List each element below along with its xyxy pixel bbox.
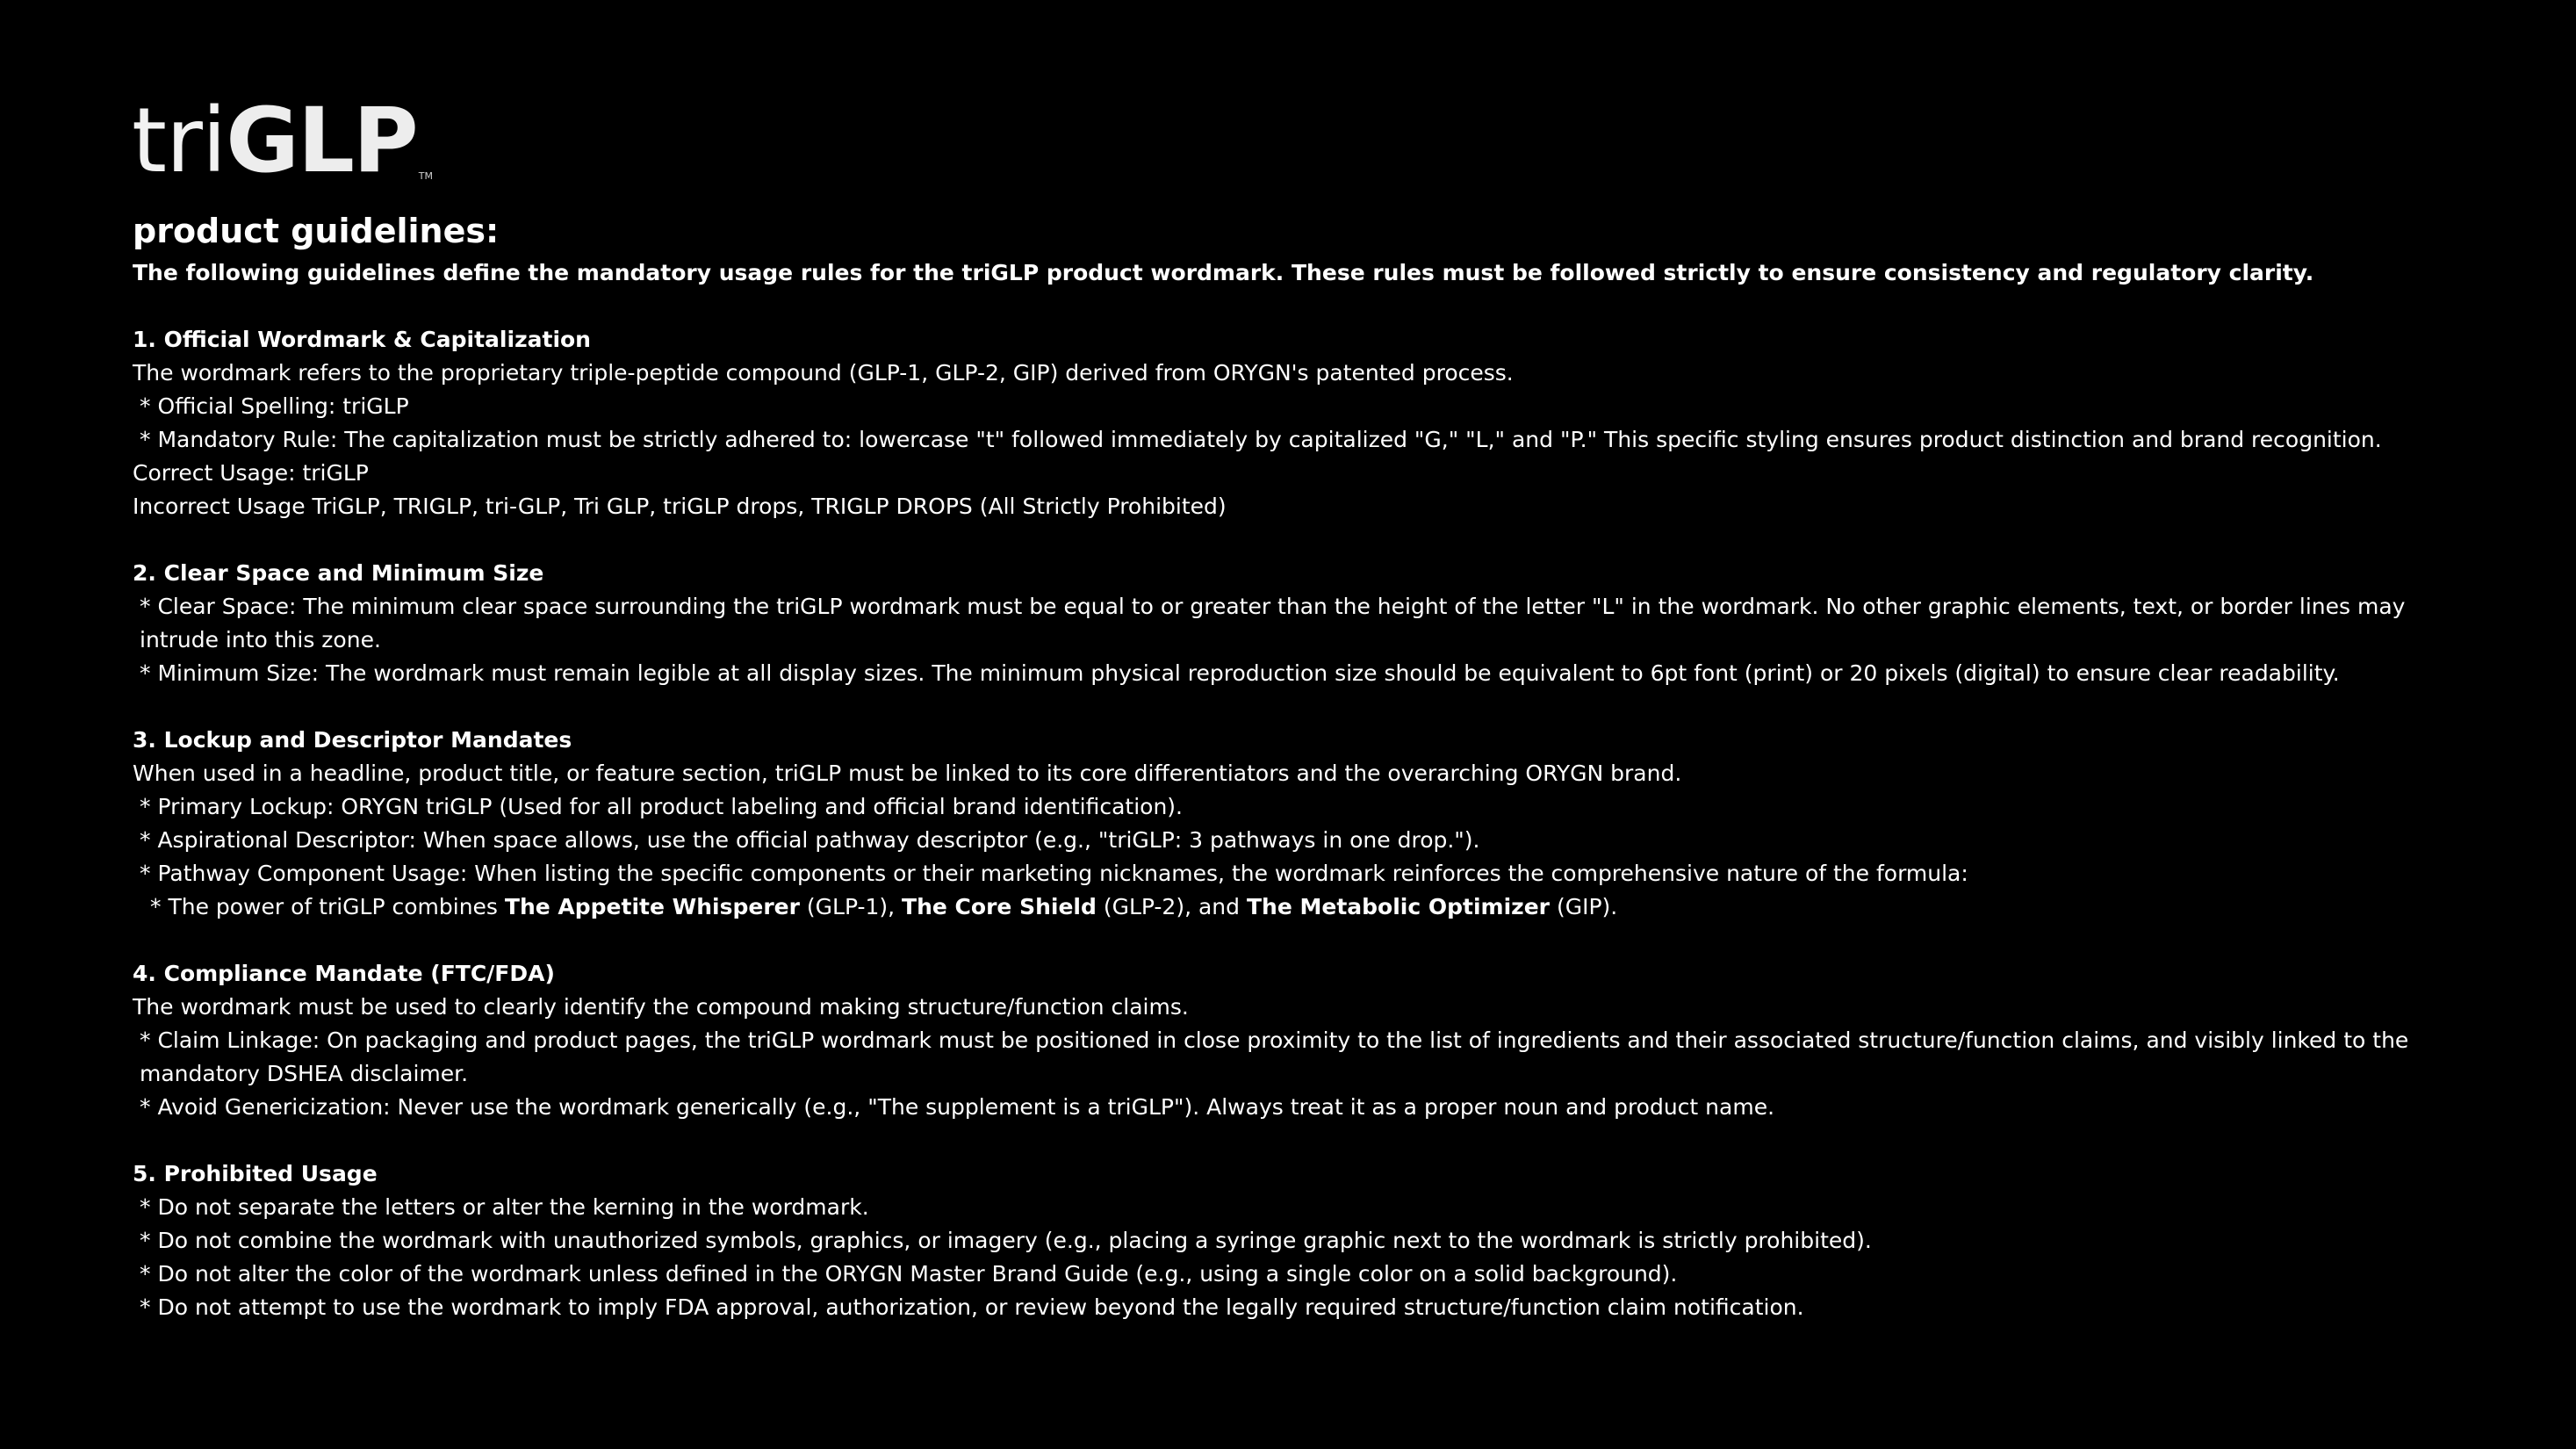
power-line [133,890,2486,924]
section-compliance [133,957,2486,1124]
section-bullet: * Mandatory Rule: The capitalization must be strictly adhered to: lowercase "t" followed immediately by capitalized "G," "L," and "P." This specific styling ensures product distinction and brand recognition. [140,427,2382,452]
section-line: When used in a headline, product title, or feature section, triGLP must be linked to its core differentiators and the overarching ORYGN brand. [133,761,1682,786]
section-lockup-descriptor [133,724,2486,924]
section-bullet: * Primary Lockup: ORYGN triGLP (Used for all product labeling and official brand identification). [140,794,1184,819]
metabolic-optimizer-name: The Metabolic Optimizer [1246,894,1550,919]
section-bullet: * Avoid Genericization: Never use the wordmark generically (e.g., "The supplement is a triGLP"). Always treat it as a proper noun and product name. [140,1094,1775,1120]
power-mid-2: (GLP-2), and [1096,894,1247,919]
core-shield-name: The Core Shield [902,894,1097,919]
section-bullet: * Do not alter the color of the wordmark unless defined in the ORYGN Master Brand Guide (e.g., using a single color on a solid background). [140,1261,1678,1287]
section-line: The wordmark refers to the proprietary triple-peptide compound (GLP-1, GLP-2, GIP) derived from ORYGN's patented process. [133,360,1514,386]
section-bullet: * Clear Space: The minimum clear space surrounding the triGLP wordmark must be equal to or greater than the height of the letter "L" in the wordmark. No other graphic elements, text, or border lines may intrude into this zone. [140,594,2406,652]
logo-tri-text: tri [132,89,227,193]
power-prefix: * The power of triGLP combines [150,894,505,919]
section-heading: 5. Prohibited Usage [133,1161,378,1186]
logo-glp-text: GLP [226,89,417,193]
logo-trademark: TM [418,170,433,182]
section-bullet: * Do not combine the wordmark with unauthorized symbols, graphics, or imagery (e.g., placing a syringe graphic next to the wordmark is strictly prohibited). [140,1228,1872,1253]
power-suffix: (GIP). [1550,894,1618,919]
section-official-wordmark [133,323,2486,523]
guidelines-document [133,214,2486,1324]
section-heading: 2. Clear Space and Minimum Size [133,560,544,586]
section-bullet: * Do not attempt to use the wordmark to imply FDA approval, authorization, or review beyond the legally required structure/function claim notification. [140,1294,1804,1320]
section-bullet: * Do not separate the letters or alter the kerning in the wordmark. [140,1194,869,1220]
section-clear-space [133,557,2486,690]
section-line: The wordmark must be used to clearly identify the compound making structure/function claims. [133,994,1189,1020]
section-heading: 3. Lockup and Descriptor Mandates [133,727,572,753]
page-title: product guidelines: [133,212,500,250]
intro-paragraph: The following guidelines define the mandatory usage rules for the triGLP product wordmark. These rules must be followed strictly to ensure consistency and regulatory clarity. [133,260,2314,285]
triglp-logo [132,89,433,193]
section-line: Correct Usage: triGLP [133,460,369,486]
power-mid-1: (GLP-1), [799,894,903,919]
section-heading: 4. Compliance Mandate (FTC/FDA) [133,961,555,986]
section-prohibited-usage [133,1157,2486,1324]
section-heading: 1. Official Wordmark & Capitalization [133,327,591,352]
section-line: Incorrect Usage TriGLP, TRIGLP, tri-GLP, Tri GLP, triGLP drops, TRIGLP DROPS (All Strictly Prohibited) [133,494,1227,519]
section-bullet: * Aspirational Descriptor: When space allows, use the official pathway descriptor (e.g., "triGLP: 3 pathways in one drop."). [140,827,1480,853]
section-bullet: * Claim Linkage: On packaging and product pages, the triGLP wordmark must be positioned in close proximity to the list of ingredients and their associated structure/function claims, and visibly linked to the mandatory DSHEA disclaimer. [140,1027,2409,1086]
section-bullet: * Minimum Size: The wordmark must remain legible at all display sizes. The minimum physical reproduction size should be equivalent to 6pt font (print) or 20 pixels (digital) to ensure clear readability. [140,660,2340,686]
section-bullet: * Pathway Component Usage: When listing the specific components or their marketing nicknames, the wordmark reinforces the comprehensive nature of the formula: [140,861,1968,886]
section-bullet: * Official Spelling: triGLP [140,393,409,419]
appetite-whisperer-name: The Appetite Whisperer [504,894,800,919]
